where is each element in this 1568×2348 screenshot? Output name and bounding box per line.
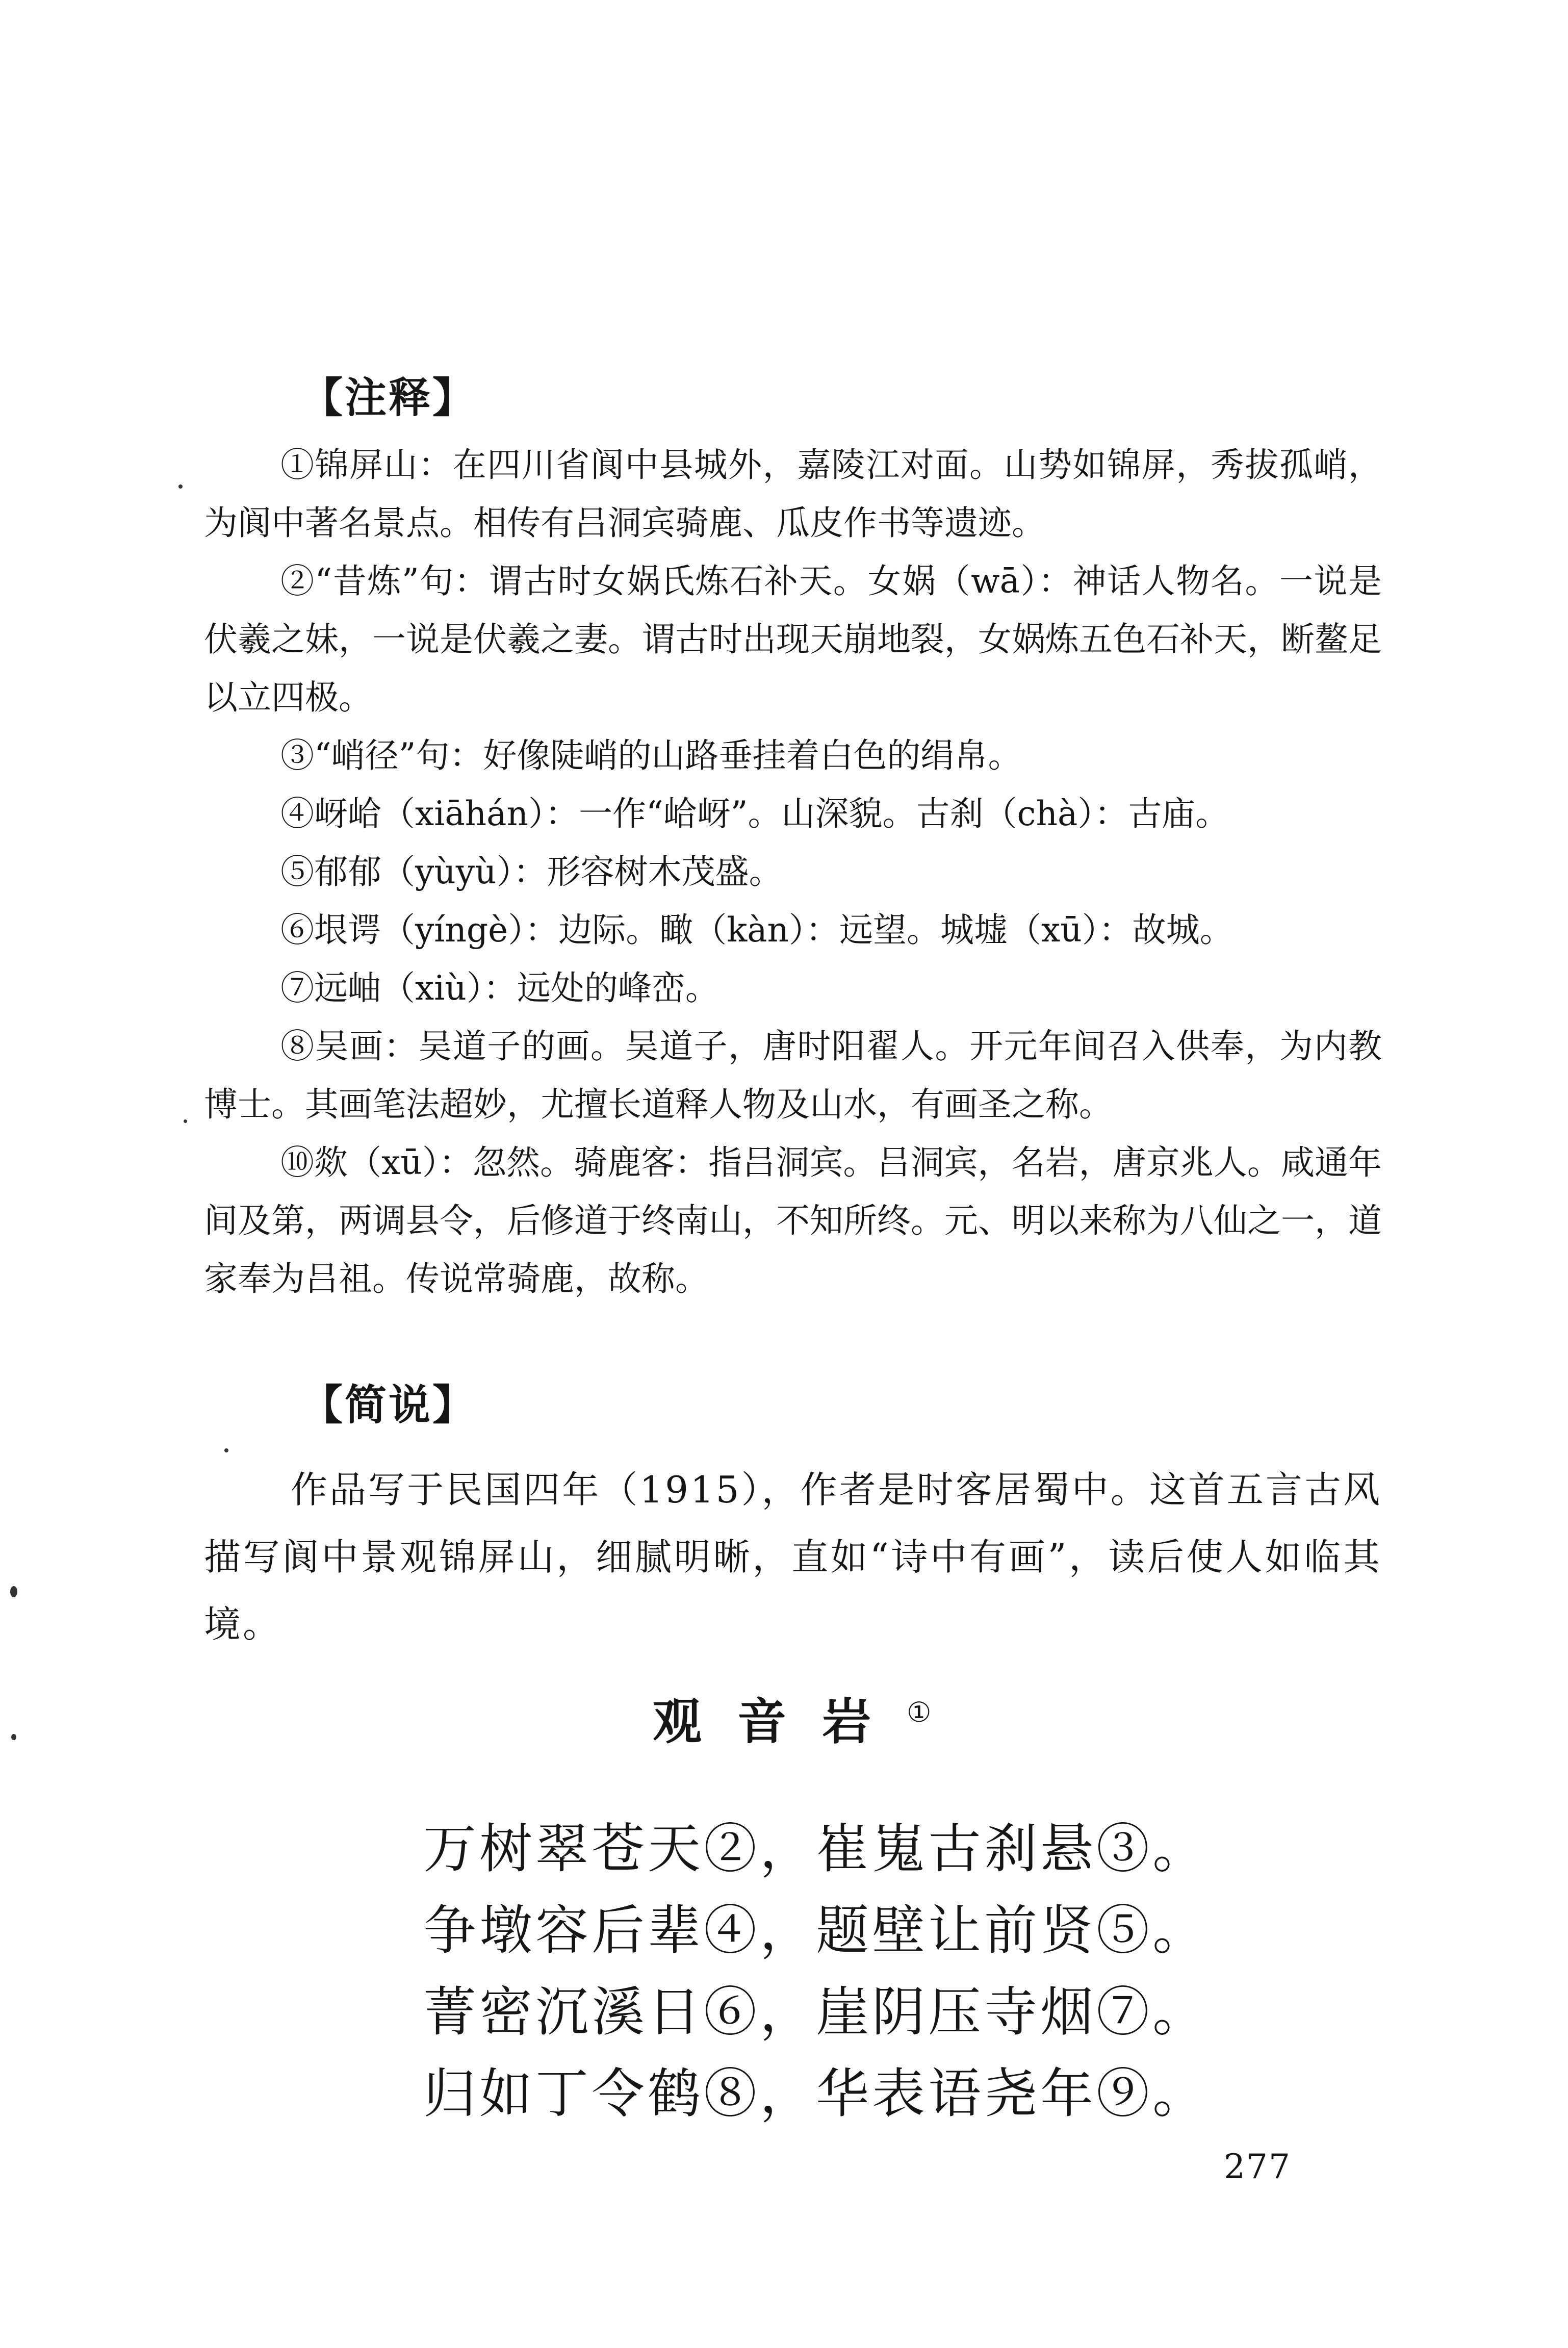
scan-speck — [184, 1119, 187, 1123]
notes-heading: 【注释】 — [301, 374, 477, 422]
note-item: ③“峭径”句：好像陡峭的山路垂挂着白色的绢帛。 — [280, 736, 1022, 775]
scan-speck — [224, 1448, 228, 1452]
note-item: ②“昔炼”句：谓古时女娲氏炼石补天。女娲（wā）：神话人物名。一说是伏羲之妹，一说是伏羲之妻。谓古时出现天崩地裂，女娲炼五色石补天，断鳌足以立四极。 — [204, 562, 1382, 717]
summary-block — [204, 1456, 1382, 1658]
note-item: ⑦远岫（xiù）：远处的峰峦。 — [280, 968, 719, 1008]
poem-title — [653, 1683, 931, 1753]
poem-title-text: 观音岩 — [653, 1693, 907, 1750]
scan-speck — [11, 1734, 16, 1740]
notes-list — [204, 436, 1382, 1308]
note-item: ⑩欻（xū）：忽然。骑鹿客：指吕洞宾。吕洞宾，名岩，唐京兆人。咸通年间及第，两调县令，后修道于终南山，不知所终。元、明以来称为八仙之一，道家奉为吕祖。传说常骑鹿，故称。 — [204, 1143, 1382, 1298]
scan-speck — [10, 1586, 17, 1597]
poem-line: 万树翠苍天②，崔嵬古刹悬③。 — [423, 1818, 1209, 1880]
poem-body — [423, 1808, 1341, 2134]
scan-speck — [178, 484, 183, 489]
note-item: ⑤郁郁（yùyù）：形容树木茂盛。 — [280, 852, 783, 891]
poem-line: 菁密沉溪日⑥，崖阴压寺烟⑦。 — [423, 1981, 1209, 2043]
note-item: ⑥垠谔（yíngè）：边际。瞰（kàn）：远望。城墟（xū）：故城。 — [280, 910, 1233, 950]
page-number: 277 — [1224, 2147, 1291, 2186]
summary-text: 作品写于民国四年（1915），作者是时客居蜀中。这首五言古风描写阆中景观锦屏山，细腻明晰，直如“诗中有画”，读后使人如临其境。 — [204, 1468, 1382, 1646]
poem-line: 归如丁令鹤⑧，华表语尧年⑨。 — [423, 2062, 1209, 2125]
summary-heading: 【简说】 — [301, 1381, 477, 1430]
note-item: ⑧吴画：吴道子的画。吴道子，唐时阳翟人。开元年间召入供奉，为内教博士。其画笔法超妙，尤擅长道释人物及山水，有画圣之称。 — [204, 1027, 1382, 1124]
poem-title-note: ① — [907, 1696, 932, 1728]
poem-line: 争墩容后辈④，题壁让前贤⑤。 — [423, 1899, 1209, 1961]
note-item: ④岈峆（xiāhán）：一作“峆岈”。山深貌。古刹（chà）：古庙。 — [280, 794, 1229, 833]
note-item: ①锦屏山：在四川省阆中县城外，嘉陵江对面。山势如锦屏，秀拔孤峭，为阆中著名景点。相传有吕洞宾骑鹿、瓜皮作书等遗迹。 — [204, 445, 1382, 543]
